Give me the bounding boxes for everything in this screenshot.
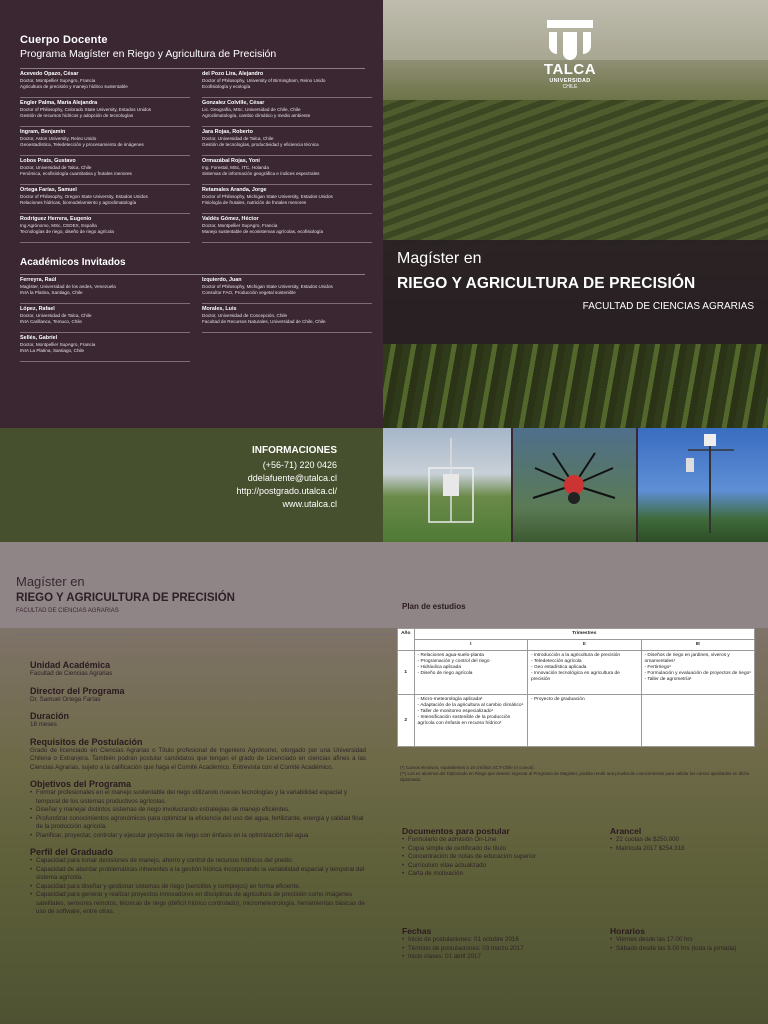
- list-item: • Concentración de notas de educación superior: [402, 853, 602, 862]
- faculty-detail: Consultor FAO, Producción vegetal sostenible: [202, 290, 296, 295]
- table-cell: [414, 651, 527, 695]
- list-item: • 22 cuotas de $250.000: [610, 836, 760, 845]
- faculty-detail: Fenómica, ecofisiología cuantitativa y frutales menores: [20, 171, 132, 176]
- logo-sub: UNIVERSIDAD: [549, 78, 591, 84]
- faculty-detail: Tecnologías de riego, diseño de riego agrícola: [20, 229, 114, 234]
- faculty-name: del Pozo Lira, Alejandro: [202, 71, 264, 77]
- table-cell: [414, 695, 527, 747]
- bottom-degree: Magíster en: [16, 574, 85, 589]
- faculty-entry: [20, 185, 190, 214]
- list-item: • Viernes desde las 17.00 hrs: [610, 936, 760, 945]
- hero-image: [383, 0, 768, 428]
- plan-table: [397, 628, 755, 747]
- table-row: [398, 629, 755, 640]
- faculty-name: Engler Palma, María Alejandra: [20, 100, 98, 106]
- logo-mark-icon: [547, 20, 593, 60]
- faculty-name: Jara Rojas, Roberto: [202, 129, 253, 135]
- course-item: - Adaptación de la agricultura al cambio climático¹: [417, 703, 524, 708]
- course-item: - Geo estadística aplicada: [531, 665, 587, 670]
- faculty-name: Morales, Luis: [202, 306, 237, 312]
- horarios-heading: Horarios: [610, 926, 645, 936]
- info-heading: INFORMACIONES: [252, 445, 337, 456]
- faculty-name: Ortega Farías, Samuel: [20, 187, 77, 193]
- list-item: • Sábado desde las 9.00 hrs (toda la jornada): [610, 945, 760, 954]
- fechas-heading: Fechas: [402, 926, 432, 936]
- faculty-entry: [202, 156, 372, 185]
- faculty-entry: [20, 333, 190, 362]
- faculty-detail: Doctor of Philosophy, University of Birmingham, Reino Unido: [202, 78, 326, 83]
- faculty-name: Izquierdo, Juan: [202, 277, 242, 283]
- table-cell: [528, 695, 641, 747]
- faculty-detail: Fisiología de frutales, nutrición de frutales menores: [202, 200, 307, 205]
- arancel-heading: Arancel: [610, 826, 642, 836]
- table-row: [398, 640, 755, 651]
- duracion-heading: Duración: [30, 711, 70, 721]
- course-item: - Diseño de riego agrícola: [417, 671, 473, 676]
- faculty-entry: [20, 156, 190, 185]
- faculty-detail: Ing. Forestal, MSc, ITC, Holanda: [202, 165, 269, 170]
- requisitos-heading: Requisitos de Postulación: [30, 736, 143, 747]
- course-item: - Intensificación sostenible de la producción agrícola con énfasis en recurso hídrico¹: [417, 715, 511, 726]
- faculty-name: Ormazábal Rojas, Yoni: [202, 158, 260, 164]
- faculty-detail: Doctor, Universidad de Talca, Chile: [20, 165, 92, 170]
- faculty-panel: [0, 0, 383, 428]
- faculty-detail: Doctor of Philosophy, Oregon State University, Estados Unidos: [20, 194, 148, 199]
- col-tri-3: III: [641, 640, 755, 651]
- bottom-title: RIEGO Y AGRICULTURA DE PRECISIÓN: [16, 592, 235, 604]
- empty-cell: [202, 333, 372, 362]
- list-item: • Formulario de admisión On-Line: [402, 836, 602, 845]
- info-web-utalca[interactable]: www.utalca.cl: [282, 499, 337, 509]
- director-text: Dr. Samuel Ortega Farías: [30, 695, 101, 703]
- course-item: - Relaciones agua-suelo-planta: [417, 653, 484, 658]
- course-item: - Diseños de riego en jardines, viveros y ornamentales¹: [644, 653, 730, 664]
- faculty-entry: [20, 275, 190, 304]
- faculty-detail: Doctor, Universidad de Concepción, Chile: [202, 313, 288, 318]
- col-trimestres: Trimestres: [414, 629, 754, 640]
- list-item: • Formar profesionales en el manejo sustentable del riego utilizando nuevas tecnologías y la variabilidad espacial y temporal de los sistemas productivos agrícolas.: [30, 789, 366, 806]
- info-email[interactable]: ddelafuente@utalca.cl: [247, 473, 337, 483]
- course-item: - Formulación y evaluación de proyectos de riego¹: [644, 671, 751, 676]
- course-item: - Taller de monitoreo especializado¹: [417, 709, 494, 714]
- faculty-list: [20, 69, 365, 243]
- docs-section: [402, 826, 602, 879]
- faculty-name: Gonzalez Colville, César: [202, 100, 265, 106]
- faculty-name: Retamales Aranda, Jorge: [202, 187, 267, 193]
- year-cell: 2: [398, 695, 415, 747]
- objetivos-heading: Objetivos del Programa: [30, 779, 132, 789]
- sensor-mast-photo: [638, 428, 768, 542]
- list-item: • Término de postulaciones: 03 marzo 2017: [402, 945, 602, 954]
- faculty-detail: Doctor of Philosophy, Michigan State University, Estados Unidos: [202, 194, 333, 199]
- plan-note: (**) Los ex alumnos del Diplomado en Riego que deseen ingresar al Programa de Magíster, podrán rendir una prueba de conocimientos para validar los cursos aprobados en dicho diplomado.: [400, 771, 750, 782]
- plan-notes: [400, 765, 760, 783]
- faculty-name: Sellés, Gabriel: [20, 335, 58, 341]
- list-item: • Capacidad para tomar decisiones de manejo, ahorro y control de recursos hídricos del predio.: [30, 857, 366, 866]
- fechas-section: [402, 926, 602, 962]
- table-cell: [641, 695, 755, 747]
- faculty-name: Acevedo Opazo, César: [20, 71, 79, 77]
- list-item: • Profundizar conocimientos agronómicos para optimizar la eficiencia del uso del agua, fertilizante, energía y calidad final de la producción agrícola.: [30, 815, 366, 832]
- faculty-name: Ingram, Benjamin: [20, 129, 66, 135]
- perfil-heading: Perfil del Graduado: [30, 847, 114, 857]
- faculty-detail: Sistemas de información geográfica e índices espectrales: [202, 171, 320, 176]
- faculty-detail: INIA la Platina, Santiago, Chile: [20, 290, 83, 295]
- faculty-detail: Manejo sustentable de ecosistemas agrícolas, ecofisiología: [202, 229, 324, 234]
- faculty-entry: [202, 185, 372, 214]
- faculty-name: Lobos Prats, Gustavo: [20, 158, 76, 164]
- bottom-faculty: FACULTAD DE CIENCIAS AGRARIAS: [16, 606, 752, 635]
- unidad-text: Facultad de Ciencias Agrarias: [30, 670, 113, 677]
- objetivos-list: [30, 789, 366, 840]
- list-item: • Capacidad para diseñar y gestionar sistemas de riego (sencillos y complejos) en forma eficiente.: [30, 883, 366, 892]
- faculty-detail: Doctor of Philosophy, Colorado State University, Estados Unidos: [20, 107, 152, 112]
- faculty-detail: Agricultura de precisión y manejo hídrico sustentable: [20, 84, 128, 89]
- irrigated-field: [383, 100, 768, 245]
- sensor-mast-icon: [638, 428, 768, 542]
- course-item: - Taller de agrometría¹: [644, 677, 692, 682]
- faculty-detail: Doctor, Montpellier SupAgro, Francia: [20, 342, 96, 347]
- faculty-name: Valdés Gómez, Héctor: [202, 216, 259, 222]
- list-item: • Capacidad para generar y realizar proyectos innovadores en disciplinas de agricultura de precisión como imágenes satelitales, sensores remotos, técnicas de riego (déficit hídrico controlado), micrometeorología, herramientas básicas de uso de software, entre otras.: [30, 891, 366, 917]
- list-item: • Inicio clases: 01 abril 2017: [402, 953, 602, 962]
- faculty-detail: INIA La Platina, Santiago, Chile: [20, 348, 85, 353]
- course-item: - Teledetección agrícola: [531, 659, 582, 664]
- faculty-name: López, Rafael: [20, 306, 55, 312]
- list-item: • Matrícula 2017 $254.318: [610, 845, 760, 854]
- list-item: • Capacidad de abordar problemáticas inherentes a la gestión hídrica incorporando la variabilidad espacial y temporal del sistema agrícola.: [30, 866, 366, 883]
- faculty-detail: Gestión de recursos hídricos y adopción de tecnologías: [20, 113, 134, 118]
- course-item: - Proyecto de graduación: [531, 697, 585, 702]
- table-cell: [528, 651, 641, 695]
- faculty-detail: Doctor, Aston University, Reino Unido: [20, 136, 97, 141]
- requisitos-text: Grado de licenciado en Ciencias Agrarias o Título profesional de Ingeniero Agrónomo, otorgado por una Universidad Chilena o Extranjera. También podrán postular candidatos que tengan el grado de Licenciado en ciencias afines a las Ciencias Agrarias, sujeto a la calificación que haga el Comité Académico. Entrevista con el Comité Académico.: [30, 746, 366, 771]
- program-title: RIEGO Y AGRICULTURA DE PRECISIÓN: [397, 275, 696, 292]
- docs-heading: Documentos para postular: [402, 826, 510, 836]
- university-logo: [541, 20, 599, 90]
- faculty-detail: Doctor, Montpellier SupAgro, Francia: [202, 223, 278, 228]
- info-band: [0, 428, 383, 542]
- title-band: [383, 240, 768, 344]
- perfil-list: [30, 857, 366, 917]
- weather-station-photo: [383, 428, 511, 542]
- guests-list: [20, 275, 365, 362]
- drone-icon: [513, 428, 636, 542]
- list-item: • Planificar, proyectar, controlar y ejecutar proyectos de riego con énfasis en la optimización del agua: [30, 832, 366, 841]
- plan-note: (*) Cursos electivos, equivalentes a 16 créditos SCT-Chile (4 cursos).: [400, 765, 535, 770]
- col-tri-2: II: [528, 640, 641, 651]
- course-item: - Programación y control del riego: [417, 659, 490, 664]
- faculty-entry: [202, 304, 372, 333]
- logo-name: TALCA: [543, 61, 597, 78]
- faculty-detail: Doctor of Philosophy, Michigan State University, Estados Unidos: [202, 284, 333, 289]
- faculty-detail: Relaciones hídricas, biomodelamiento y agroclimatología: [20, 200, 137, 205]
- info-web-postgrado[interactable]: http://postgrado.utalca.cl/: [236, 486, 337, 496]
- faculty-detail: INIA Carillanca, Temuco, Chile: [20, 319, 82, 324]
- faculty-detail: Doctor, Montpellier SupAgro, Francia: [20, 78, 96, 83]
- duracion-text: 18 meses: [30, 721, 57, 728]
- col-tri-1: I: [414, 640, 527, 651]
- program-details: [30, 660, 366, 917]
- faculty-title: Cuerpo Docente: [20, 34, 108, 46]
- faculty-entry: [202, 275, 372, 304]
- logo-country: CHILE: [562, 84, 578, 90]
- faculty-detail: Ecofisiología y ecología: [202, 84, 251, 89]
- table-row: [398, 695, 755, 747]
- course-item: - Fertirriego¹: [644, 665, 671, 670]
- program-faculty: FACULTAD DE CIENCIAS AGRARIAS: [582, 301, 754, 312]
- faculty-entry: [20, 304, 190, 333]
- guests-title: Académicos Invitados: [20, 257, 126, 268]
- faculty-name: Ferreyra, Raúl: [20, 277, 57, 283]
- faculty-detail: Agroclimatología, cambio climático y medio ambiente: [202, 113, 311, 118]
- list-item: • Diseñar y manejar distintos sistemas de riego involucrando estrategias de manejo eficientes.: [30, 806, 366, 815]
- course-item: - Introducción a la agricultura de precisión: [531, 653, 621, 658]
- faculty-detail: Doctor, Universidad de Talca, Chile: [202, 136, 274, 141]
- faculty-detail: Magíster, Universidad de los andes, Venezuela: [20, 284, 116, 289]
- course-item: - Innovación tecnológica en agricultura de precisión: [531, 671, 620, 682]
- table-row: [398, 651, 755, 695]
- plan-title: Plan de estudios: [402, 602, 466, 611]
- faculty-entry: [20, 127, 190, 156]
- drone-photo: [513, 428, 636, 542]
- faculty-detail: Ing Agrónomo, MSc, CEDEX, España: [20, 223, 97, 228]
- crop-rows: [383, 344, 768, 428]
- list-item: • Carta de motivación: [402, 870, 602, 879]
- table-cell: [641, 651, 755, 695]
- faculty-detail: Gestión de tecnologías, productividad y eficiencia técnica: [202, 142, 319, 147]
- year-cell: 1: [398, 651, 415, 695]
- horarios-section: [610, 926, 760, 953]
- bottom-header: [0, 542, 768, 628]
- list-item: • Inicio de postulaciones: 01 octubre 2016: [402, 936, 602, 945]
- weather-station-icon: [383, 428, 511, 542]
- faculty-entry: [202, 127, 372, 156]
- info-phone: (+56-71) 220 0426: [262, 460, 337, 470]
- faculty-entry: [20, 69, 190, 98]
- faculty-subtitle: Programa Magíster en Riego y Agricultura de Precisión: [20, 48, 277, 60]
- list-item: • Currículum vitae actualizado: [402, 862, 602, 871]
- director-heading: Director del Programa: [30, 685, 125, 696]
- faculty-entry: [202, 214, 372, 243]
- faculty-detail: Geoestadística, Teledetección y procesamiento de imágenes: [20, 142, 144, 147]
- unidad-heading: Unidad Académica: [30, 660, 111, 670]
- faculty-entry: [202, 69, 372, 98]
- faculty-detail: Facultad de Recursos Naturales, Universidad de Chile, Chile: [202, 319, 326, 324]
- faculty-entry: [20, 98, 190, 127]
- faculty-detail: Doctor, Universidad de Talca, Chile: [20, 313, 92, 318]
- faculty-detail: Lic. Geografía, MSc. Universidad de Chile, Chile: [202, 107, 301, 112]
- program-degree: Magíster en: [397, 250, 482, 267]
- list-item: • Copia simple de certificado de título: [402, 845, 602, 854]
- faculty-entry: [20, 214, 190, 243]
- faculty-entry: [202, 98, 372, 127]
- faculty-name: Rodríguez Herrera, Eugenio: [20, 216, 92, 222]
- col-year: Año: [398, 629, 415, 651]
- course-item: - Micro-meteorología aplicada¹: [417, 697, 483, 702]
- arancel-section: [610, 826, 760, 853]
- course-item: - Hidráulica aplicada: [417, 665, 461, 670]
